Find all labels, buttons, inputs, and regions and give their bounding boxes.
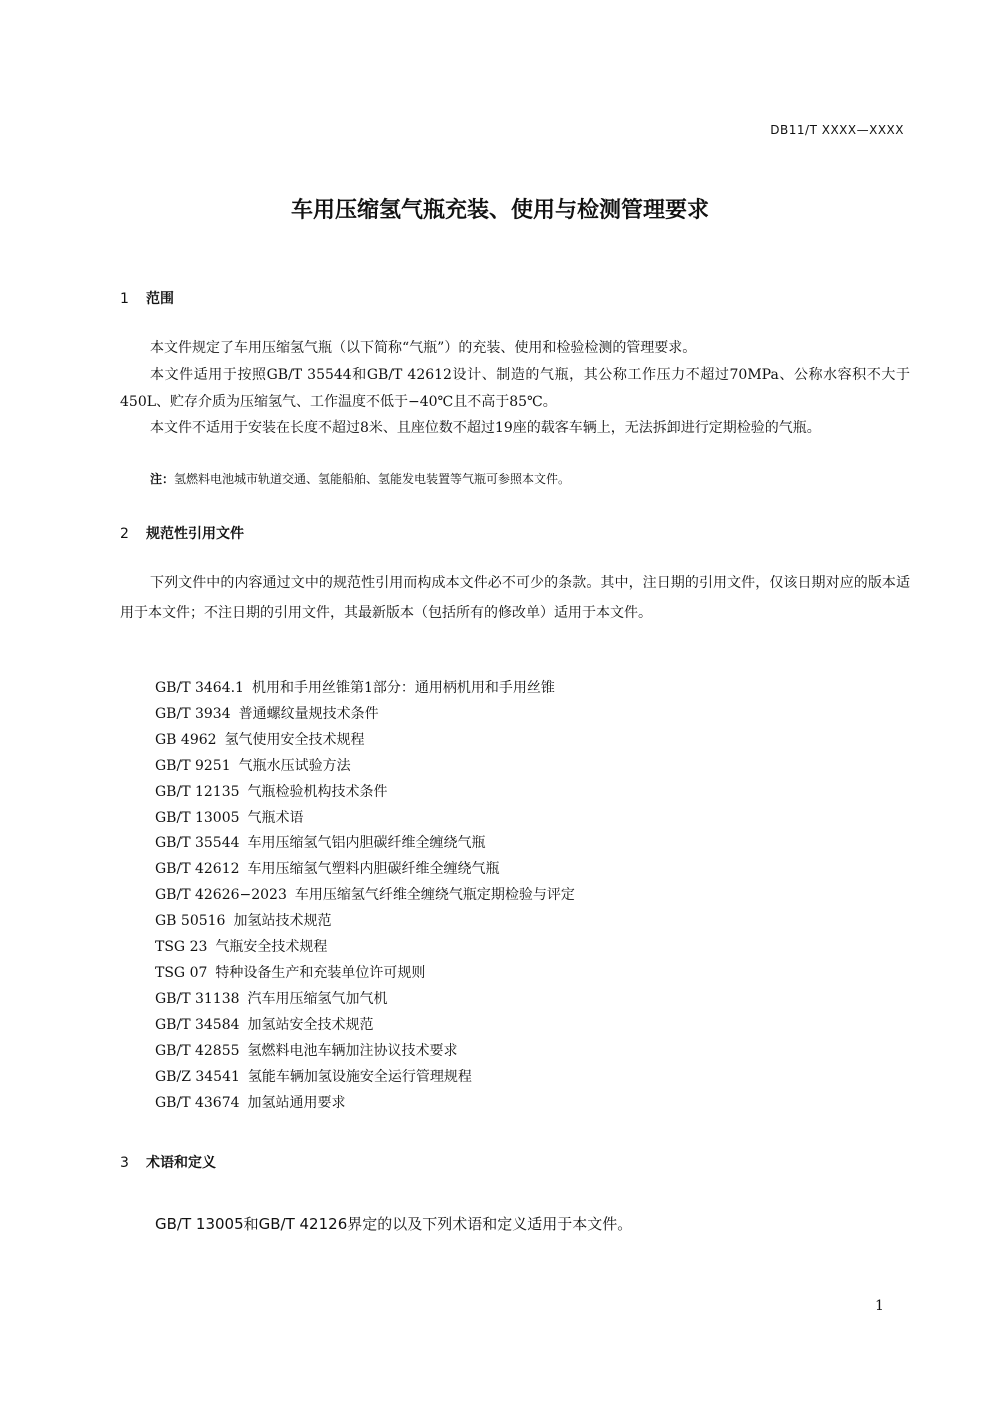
- reference-item: [155, 1039, 575, 1065]
- reference-item: [155, 883, 575, 909]
- section-3-heading: [120, 1152, 216, 1172]
- reference-item: [155, 728, 575, 754]
- reference-item: [155, 909, 575, 935]
- reference-item: [155, 987, 575, 1013]
- reference-title: 汽车用压缩氢气加气机: [247, 990, 388, 1007]
- section-title: 范围: [146, 291, 174, 307]
- section-3-paragraph-1: GB/T 13005和GB/T 42126界定的以及下列术语和定义适用于本文件。: [155, 1215, 633, 1233]
- section-1-note: [150, 470, 570, 487]
- reference-code: GB/T 42855: [155, 1042, 240, 1059]
- section-2-paragraph-1: 下列文件中的内容通过文中的规范性引用而构成本文件必不可少的条款。其中，注日期的引用文件，仅该日期对应的版本适用于本文件；不注日期的引用文件，其最新版本（包括所有的修改单）适用于本文件。: [120, 575, 910, 621]
- note-text: 氢燃料电池城市轨道交通、氢能船舶、氢能发电装置等气瓶可参照本文件。: [174, 472, 571, 486]
- reference-title: 加氢站通用要求: [247, 1094, 346, 1111]
- reference-code: GB/T 12135: [155, 783, 240, 800]
- section-number: 2: [120, 526, 129, 542]
- section-2-heading: [120, 523, 244, 543]
- reference-code: GB/T 43674: [155, 1094, 240, 1111]
- reference-title: 氢燃料电池车辆加注协议技术要求: [247, 1042, 458, 1059]
- reference-item: [155, 754, 575, 780]
- reference-item: [155, 702, 575, 728]
- section-number: 1: [120, 291, 129, 307]
- reference-item: [155, 1013, 575, 1039]
- note-label: 注：: [150, 472, 175, 486]
- page-number: 1: [875, 1298, 884, 1314]
- section-title: 规范性引用文件: [146, 526, 244, 542]
- reference-code: GB/T 34584: [155, 1016, 240, 1033]
- reference-title: 车用压缩氢气塑料内胆碳纤维全缠绕气瓶: [247, 861, 500, 878]
- reference-code: GB/T 9251: [155, 757, 231, 774]
- reference-code: GB/T 3934: [155, 705, 231, 722]
- section-1-paragraph-1: 本文件规定了车用压缩氢气瓶（以下简称“气瓶”）的充装、使用和检验检测的管理要求。: [150, 340, 697, 356]
- reference-code: GB/T 42626−2023: [155, 887, 287, 904]
- normative-reference-list: [155, 676, 575, 1116]
- reference-item: [155, 961, 575, 987]
- reference-item: [155, 935, 575, 961]
- reference-title: 气瓶术语: [247, 809, 304, 826]
- reference-title: 车用压缩氢气铝内胆碳纤维全缠绕气瓶: [247, 835, 486, 852]
- reference-item: [155, 857, 575, 883]
- reference-item: [155, 1091, 575, 1117]
- reference-code: GB/T 31138: [155, 990, 240, 1007]
- reference-code: TSG 07: [155, 964, 208, 981]
- reference-title: 加氢站技术规范: [233, 913, 332, 930]
- reference-title: 特种设备生产和充装单位许可规则: [215, 964, 426, 981]
- reference-item: [155, 780, 575, 806]
- document-title: 车用压缩氢气瓶充装、使用与检测管理要求: [290, 198, 709, 223]
- reference-title: 加氢站安全技术规范: [247, 1016, 374, 1033]
- reference-code: GB/T 42612: [155, 861, 240, 878]
- reference-code: GB/T 3464.1: [155, 680, 244, 696]
- reference-title: 机用和手用丝锥第1部分：通用柄机用和手用丝锥: [251, 680, 555, 696]
- reference-title: 车用压缩氢气纤维全缠绕气瓶定期检验与评定: [294, 887, 575, 904]
- reference-title: 气瓶水压试验方法: [238, 757, 351, 774]
- reference-code: GB/T 35544: [155, 835, 240, 852]
- reference-code: GB/T 13005: [155, 809, 240, 826]
- reference-title: 气瓶检验机构技术条件: [247, 783, 388, 800]
- reference-item: [155, 1065, 575, 1091]
- reference-item: [155, 831, 575, 857]
- reference-title: 氢气使用安全技术规程: [224, 731, 365, 748]
- reference-code: GB 50516: [155, 913, 226, 930]
- section-title: 术语和定义: [146, 1155, 216, 1171]
- reference-code: TSG 23: [155, 939, 208, 956]
- reference-code: GB 4962: [155, 731, 217, 748]
- section-1-paragraph-3: 本文件不适用于安装在长度不超过8米、且座位数不超过19座的载客车辆上，无法拆卸进行定期检验的气瓶。: [150, 420, 821, 436]
- reference-title: 氢能车辆加氢设施安全运行管理规程: [247, 1068, 472, 1085]
- section-number: 3: [120, 1155, 129, 1171]
- reference-item: [155, 806, 575, 832]
- section-1-heading: [120, 288, 174, 308]
- reference-code: GB/Z 34541: [155, 1068, 240, 1085]
- reference-item: [155, 676, 575, 702]
- section-1-paragraph-2: 本文件适用于按照GB/T 35544和GB/T 42612设计、制造的气瓶，其公称工作压力不超过70MPa、公称水容积不大于450L、贮存介质为压缩氢气、工作温度不低于−40℃且不高于85℃。: [120, 367, 910, 410]
- document-code: DB11/T XXXX—XXXX: [770, 123, 904, 137]
- reference-title: 气瓶安全技术规程: [215, 939, 328, 956]
- reference-title: 普通螺纹量规技术条件: [238, 705, 379, 722]
